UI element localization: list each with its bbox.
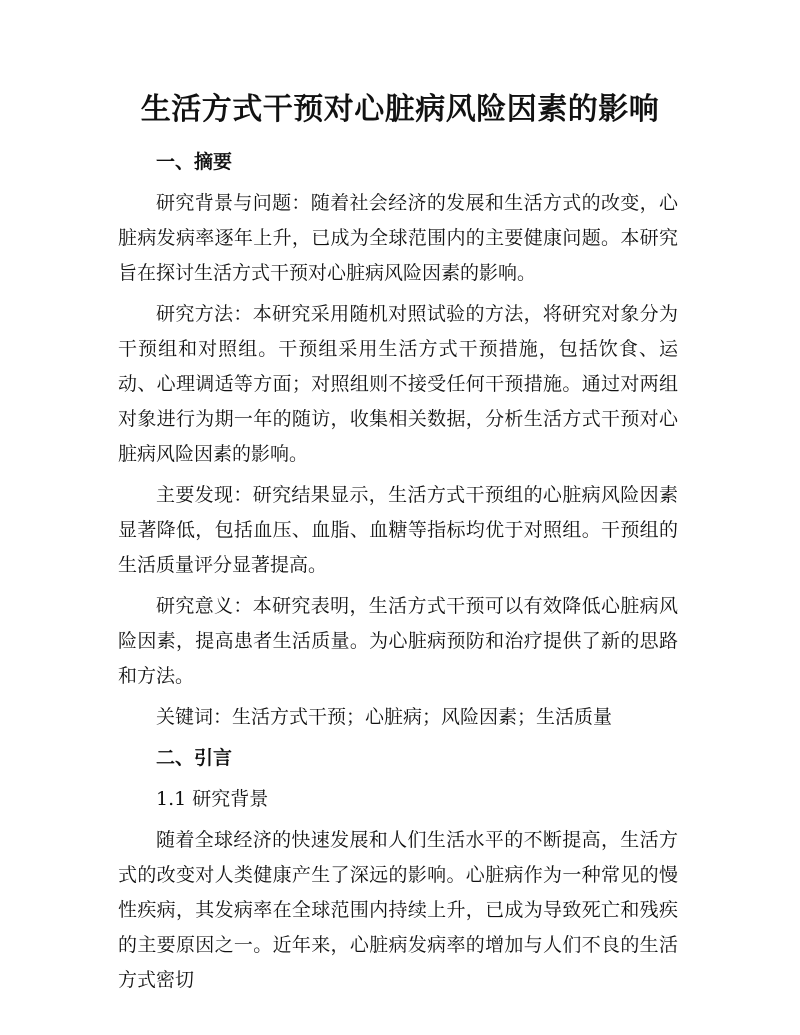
document-title: 生活方式干预对心脏病风险因素的影响: [140, 92, 660, 127]
abstract-methods-paragraph: 研究方法：本研究采用随机对照试验的方法，将研究对象分为干预组和对照组。干预组采用生活方式干预措施，包括饮食、运动、心理调适等方面；对照组则不接受任何干预措施。通过对两组对象进行为期一年的随访，收集相关数据，分析生活方式干预对心脏病风险因素的影响。: [118, 303, 678, 465]
abstract-significance-paragraph: 研究意义：本研究表明，生活方式干预可以有效降低心脏病风险因素，提高患者生活质量。为心脏病预防和治疗提供了新的思路和方法。: [118, 595, 678, 687]
keywords-line: 关键词：生活方式干预；心脏病；风险因素；生活质量: [156, 706, 613, 728]
section-heading-introduction: 二、引言: [156, 747, 233, 769]
introduction-paragraph: 随着全球经济的快速发展和人们生活水平的不断提高，生活方式的改变对人类健康产生了深远的影响。心脏病作为一种常见的慢性疾病，其发病率在全球范围内持续上升，已成为导致死亡和残疾的主要原因之一。近年来，心脏病发病率的增加与人们不良的生活方式密切: [118, 829, 678, 991]
abstract-background-paragraph: 研究背景与问题：随着社会经济的发展和生活方式的改变，心脏病发病率逐年上升，已成为全球范围内的主要健康问题。本研究旨在探讨生活方式干预对心脏病风险因素的影响。: [118, 192, 678, 284]
subsection-heading-research-background: 1.1 研究背景: [156, 788, 269, 810]
document-body: [118, 145, 678, 1004]
section-heading-abstract: 一、摘要: [156, 151, 233, 173]
abstract-findings-paragraph: 主要发现：研究结果显示，生活方式干预组的心脏病风险因素显著降低，包括血压、血脂、血糖等指标均优于对照组。干预组的生活质量评分显著提高。: [118, 484, 678, 576]
